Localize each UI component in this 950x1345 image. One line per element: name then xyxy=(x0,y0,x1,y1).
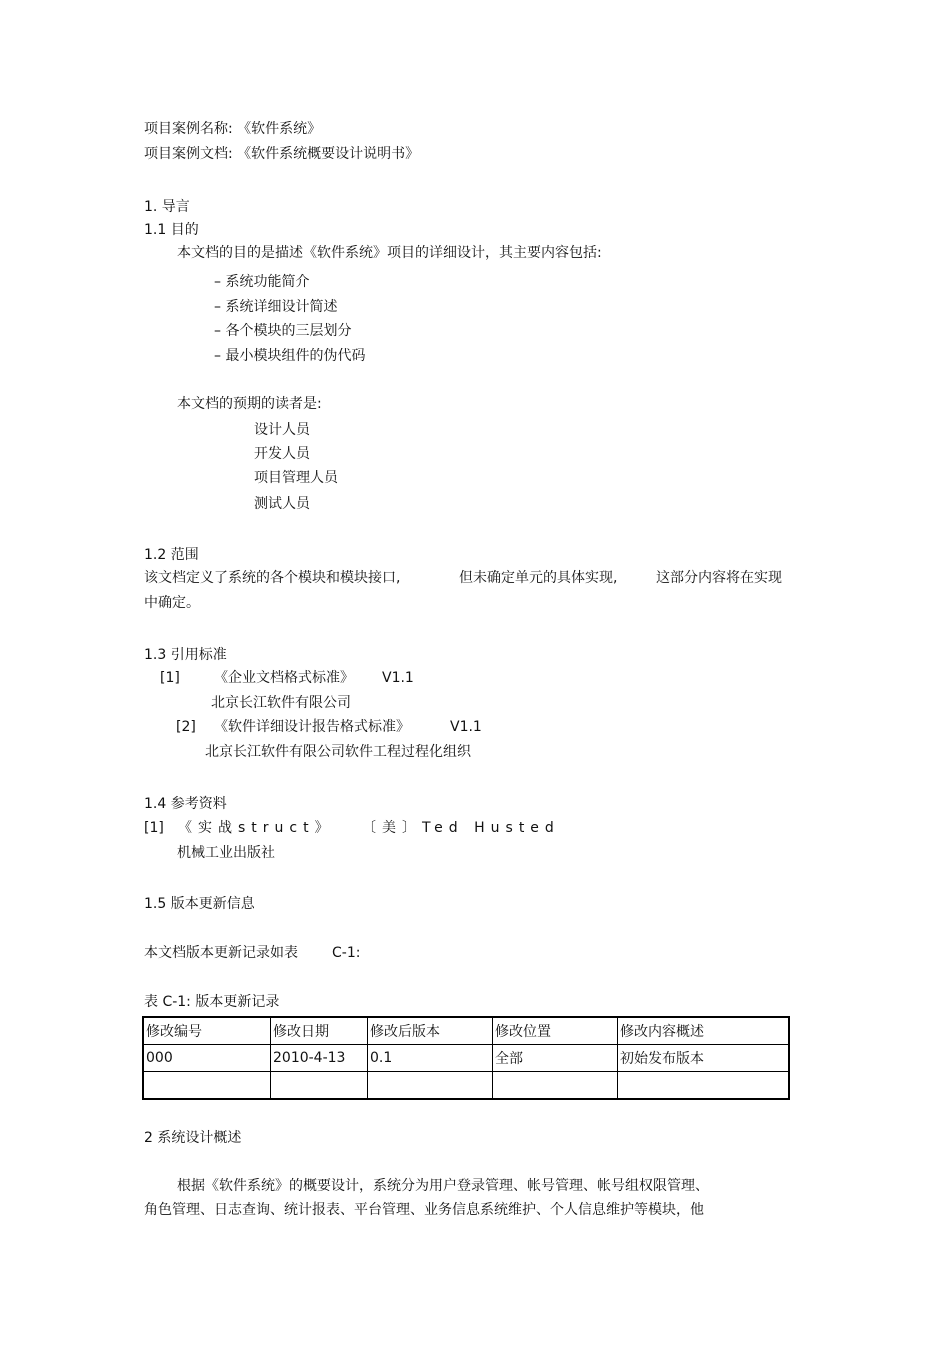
scope-line2: 中确定。 xyxy=(144,595,200,611)
ref-number: [1] xyxy=(144,820,164,836)
table-cell: 全部 xyxy=(493,1045,618,1072)
list-item: – 各个模块的三层划分 xyxy=(214,323,352,339)
ref2-org: 北京长江软件有限公司软件工程过程化组织 xyxy=(205,744,471,760)
readers-intro: 本文档的预期的读者是: xyxy=(177,396,322,412)
project-name: 项目案例名称: 《软件系统》 xyxy=(144,121,322,137)
project-doc: 项目案例文档: 《软件系统概要设计说明书》 xyxy=(144,146,420,162)
table-cell xyxy=(271,1072,368,1100)
table-cell: 初始发布版本 xyxy=(618,1045,790,1072)
version-table xyxy=(142,1016,790,1100)
table-cell: 000 xyxy=(143,1045,271,1072)
ref2-version: V1.1 xyxy=(450,719,482,735)
ref-publisher: 机械工业出版社 xyxy=(177,845,275,861)
section-2-para-line1: 根据《软件系统》的概要设计，系统分为用户登录管理、帐号管理、帐号组权限管理、 xyxy=(177,1178,709,1194)
list-item: – 系统功能简介 xyxy=(214,274,310,290)
version-intro: 本文档版本更新记录如表 xyxy=(144,945,298,961)
scope-line1-c: 这部分内容将在实现 xyxy=(656,570,782,586)
ref2-number: [2] xyxy=(176,719,196,735)
reader-item: 测试人员 xyxy=(254,496,310,512)
section-1-1-title: 1.1 目的 xyxy=(144,222,199,238)
ref-author: 〔美〕Ted Husted xyxy=(362,820,560,836)
version-intro-ref: C-1: xyxy=(332,945,361,961)
section-1-5-title: 1.5 版本更新信息 xyxy=(144,896,255,912)
reader-item: 项目管理人员 xyxy=(254,470,338,486)
table-header-row xyxy=(143,1017,789,1045)
table-cell xyxy=(368,1072,493,1100)
ref1-version: V1.1 xyxy=(382,670,414,686)
purpose-text: 本文档的目的是描述《软件系统》项目的详细设计，其主要内容包括: xyxy=(177,245,602,261)
ref1-org: 北京长江软件有限公司 xyxy=(211,695,351,711)
ref2-title: 《软件详细设计报告格式标准》 xyxy=(214,719,410,735)
table-cell: 2010-4-13 xyxy=(271,1045,368,1072)
header-cell: 修改位置 xyxy=(493,1017,618,1045)
header-cell: 修改内容概述 xyxy=(618,1017,790,1045)
ref1-title: 《企业文档格式标准》 xyxy=(214,670,354,686)
section-1-3-title: 1.3 引用标准 xyxy=(144,647,227,663)
header-cell: 修改后版本 xyxy=(368,1017,493,1045)
table-cell: 0.1 xyxy=(368,1045,493,1072)
table-cell xyxy=(618,1072,790,1100)
header-cell: 修改日期 xyxy=(271,1017,368,1045)
section-2-para-line2: 角色管理、日志查询、统计报表、平台管理、业务信息系统维护、个人信息维护等模块，他 xyxy=(144,1202,704,1218)
section-1-2-title: 1.2 范围 xyxy=(144,547,199,563)
scope-line1-b: 但未确定单元的具体实现, xyxy=(459,570,618,586)
section-1-4-title: 1.4 参考资料 xyxy=(144,796,227,812)
table-cell xyxy=(143,1072,271,1100)
ref1-number: [1] xyxy=(160,670,180,686)
table-row xyxy=(143,1072,789,1100)
table-row xyxy=(143,1045,789,1072)
scope-line1-a: 该文档定义了系统的各个模块和模块接口, xyxy=(144,570,401,586)
table-caption: 表 C-1: 版本更新记录 xyxy=(144,994,280,1010)
header-cell: 修改编号 xyxy=(143,1017,271,1045)
list-item: – 系统详细设计简述 xyxy=(214,299,338,315)
list-item: – 最小模块组件的伪代码 xyxy=(214,348,366,364)
section-2-title: 2 系统设计概述 xyxy=(144,1130,242,1146)
reader-item: 开发人员 xyxy=(254,446,310,462)
ref-title: 《实战struct》 xyxy=(178,820,335,836)
reader-item: 设计人员 xyxy=(254,422,310,438)
section-1-title: 1. 导言 xyxy=(144,199,190,215)
table-cell xyxy=(493,1072,618,1100)
